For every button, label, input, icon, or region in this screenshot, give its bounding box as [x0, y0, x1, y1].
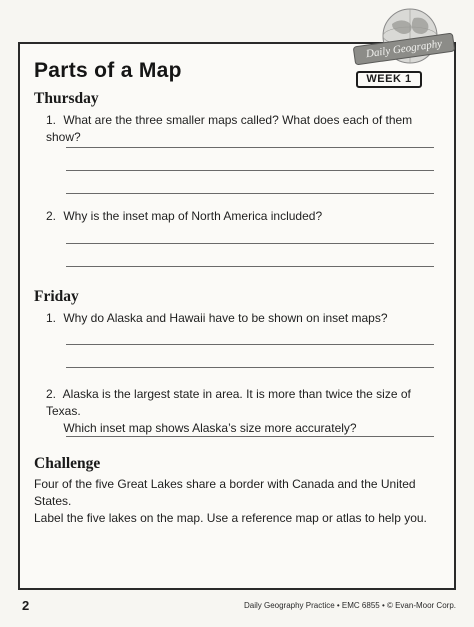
question-text: Why do Alaska and Hawaii have to be shown on inset maps? [63, 311, 388, 325]
globe-badge-icon [350, 6, 460, 76]
question-number: 2. [46, 387, 57, 401]
challenge-heading: Challenge [34, 455, 101, 472]
answer-line[interactable] [66, 170, 434, 171]
question-text-line-2: Which inset map shows Alaska’s size more accurately? [63, 421, 357, 435]
question-number: 1. [46, 311, 57, 325]
thursday-heading: Thursday [34, 90, 99, 107]
thursday-question-1 [46, 112, 446, 146]
friday-question-2 [46, 386, 446, 437]
challenge-line-1: Four of the five Great Lakes share a border with Canada and the United States. [34, 477, 416, 508]
page-title: Parts of a Map [34, 59, 182, 82]
footer-credit: Daily Geography Practice • EMC 6855 • © Evan-Moor Corp. [243, 601, 456, 610]
question-text: What are the three smaller maps called? What does each of them show? [46, 113, 413, 144]
question-text: Why is the inset map of North America included? [63, 209, 323, 223]
friday-heading: Friday [34, 288, 79, 305]
question-number: 1. [46, 113, 57, 127]
thursday-question-2 [46, 208, 446, 225]
friday-question-1 [46, 310, 446, 327]
answer-line[interactable] [66, 193, 434, 194]
answer-line[interactable] [66, 367, 434, 368]
answer-line[interactable] [66, 243, 434, 244]
challenge-line-2: Label the five lakes on the map. Use a reference map or atlas to help you. [34, 511, 427, 525]
week-label: WEEK 1 [356, 71, 422, 88]
answer-line[interactable] [66, 266, 434, 267]
answer-line[interactable] [66, 436, 434, 437]
answer-line[interactable] [66, 147, 434, 148]
page-number: 2 [22, 598, 30, 613]
answer-line[interactable] [66, 344, 434, 345]
question-number: 2. [46, 209, 57, 223]
challenge-text [34, 476, 446, 527]
badge-label: Daily Geography [365, 37, 443, 61]
question-text-line-1: Alaska is the largest state in area. It is more than twice the size of Texas. [46, 387, 411, 418]
